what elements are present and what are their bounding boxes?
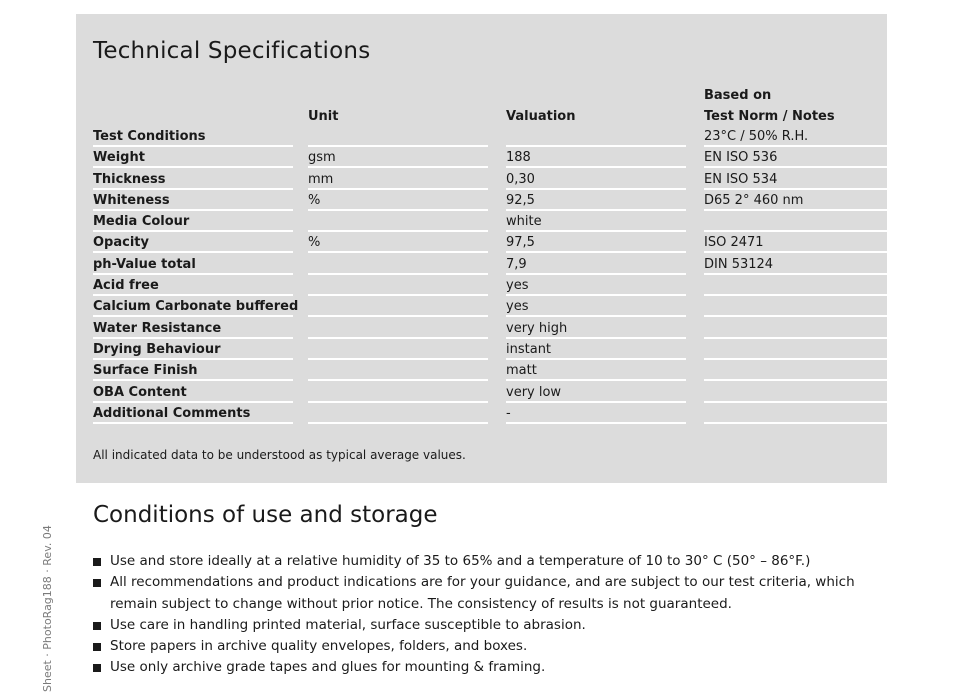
norm-column-header-line1: Based on: [704, 88, 772, 103]
square-bullet-icon: [93, 622, 101, 630]
spec-norm: [704, 318, 887, 339]
spec-value: white: [506, 211, 686, 232]
spec-value: yes: [506, 296, 686, 317]
valuation-column-header: Valuation: [506, 109, 576, 124]
condition-item: [93, 615, 893, 636]
conditions-title: Conditions of use and storage: [93, 502, 438, 528]
spec-unit: gsm: [308, 147, 488, 168]
spec-label: Water Resistance: [93, 318, 293, 339]
condition-text: Use and store ideally at a relative humidity of 35 to 65% and a temperature of 10 to 30° C (50° – 86°F.): [110, 553, 811, 569]
spec-norm: [704, 211, 887, 232]
spec-label: ph-Value total: [93, 254, 293, 275]
norm-column-header-line2: Test Norm / Notes: [704, 109, 835, 124]
spec-unit: [308, 211, 488, 232]
condition-item: [93, 636, 893, 657]
spec-norm: [704, 296, 887, 317]
spec-label: Opacity: [93, 232, 293, 253]
spec-value: very high: [506, 318, 686, 339]
spec-value: matt: [506, 360, 686, 381]
spec-norm: EN ISO 536: [704, 147, 887, 168]
spec-value: 7,9: [506, 254, 686, 275]
spec-value: 188: [506, 147, 686, 168]
spec-unit: %: [308, 232, 488, 253]
unit-column-header: Unit: [308, 109, 339, 124]
condition-text: All recommendations and product indications are for your guidance, and are subject to our test criteria, which remain subject to change without prior notice. The consistency of results is not guaranteed.: [110, 574, 855, 612]
spec-unit: mm: [308, 169, 488, 190]
spec-title: Technical Specifications: [93, 38, 371, 64]
spec-value: very low: [506, 382, 686, 403]
spec-unit: [308, 339, 488, 360]
spec-label: Drying Behaviour: [93, 339, 293, 360]
spec-unit: [308, 403, 488, 424]
condition-text: Use care in handling printed material, surface susceptible to abrasion.: [110, 616, 586, 633]
spec-value: -: [506, 403, 686, 424]
square-bullet-icon: [93, 643, 101, 651]
spec-value: 97,5: [506, 232, 686, 253]
spec-norm: ISO 2471: [704, 232, 887, 253]
spec-value: yes: [506, 275, 686, 296]
spec-unit: %: [308, 190, 488, 211]
condition-item: [93, 657, 893, 678]
spec-label: Test Conditions: [93, 126, 293, 147]
spec-value: 92,5: [506, 190, 686, 211]
condition-text: Use only archive grade tapes and glues for mounting & framing.: [110, 659, 546, 676]
square-bullet-icon: [93, 579, 101, 587]
spec-norm: [704, 403, 887, 424]
spec-label: Surface Finish: [93, 360, 293, 381]
spec-label: Media Colour: [93, 211, 293, 232]
spec-unit: [308, 254, 488, 275]
spec-unit: [308, 382, 488, 403]
spec-label: Whiteness: [93, 190, 293, 211]
spec-label: Acid free: [93, 275, 293, 296]
spec-value: 0,30: [506, 169, 686, 190]
technical-specifications-panel: [76, 14, 887, 483]
spec-norm: 23°C / 50% R.H.: [704, 126, 887, 147]
spec-unit: [308, 275, 488, 296]
spec-unit: [308, 360, 488, 381]
square-bullet-icon: [93, 558, 101, 566]
spec-footnote: All indicated data to be understood as typical average values.: [93, 448, 466, 462]
spec-label: OBA Content: [93, 382, 293, 403]
spec-value: instant: [506, 339, 686, 360]
spec-label: Weight: [93, 147, 293, 168]
spec-unit: [308, 296, 488, 317]
spec-norm: EN ISO 534: [704, 169, 887, 190]
condition-item: [93, 551, 893, 572]
spec-unit: [308, 318, 488, 339]
spec-norm: [704, 382, 887, 403]
spec-label: Thickness: [93, 169, 293, 190]
spec-norm: D65 2° 460 nm: [704, 190, 887, 211]
spec-norm: [704, 360, 887, 381]
square-bullet-icon: [93, 664, 101, 672]
spec-label: Additional Comments: [93, 403, 293, 424]
conditions-list: [93, 551, 893, 679]
spec-norm: DIN 53124: [704, 254, 887, 275]
condition-text: Store papers in archive quality envelopes, folders, and boxes.: [110, 638, 528, 655]
spec-norm: [704, 339, 887, 360]
spec-label: Calcium Carbonate buffered: [93, 296, 293, 317]
spec-unit: [308, 126, 488, 147]
spec-norm: [704, 275, 887, 296]
condition-item: [93, 572, 893, 615]
side-footer-text: Sheet · PhotoRag188 · Rev. 04: [41, 525, 54, 692]
spec-value: [506, 126, 686, 147]
